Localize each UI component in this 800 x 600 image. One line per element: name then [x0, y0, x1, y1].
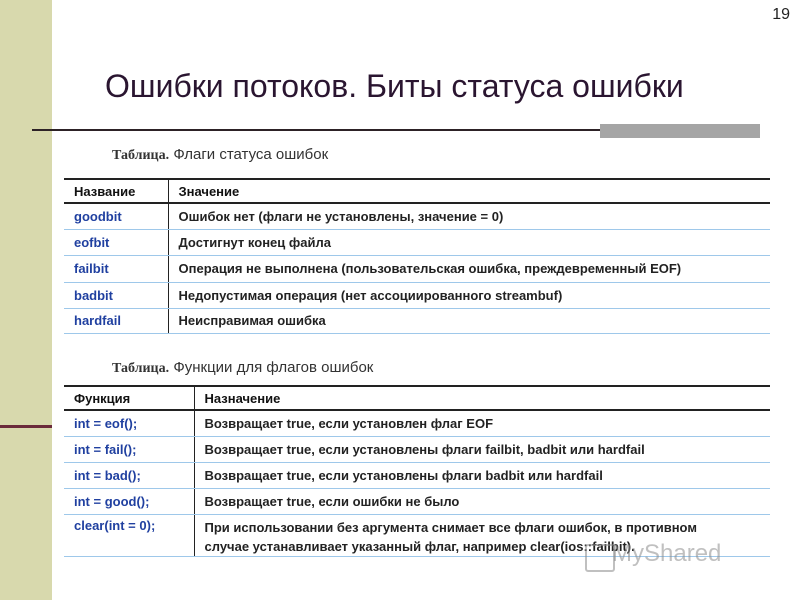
function-signature: int = bad(); [64, 462, 194, 488]
flag-value: Ошибок нет (флаги не установлены, значение = 0) [168, 203, 770, 229]
watermark: MyShared [612, 540, 722, 567]
function-signature: int = fail(); [64, 436, 194, 462]
function-signature: int = eof(); [64, 410, 194, 436]
flag-value: Неисправимая ошибка [168, 308, 770, 333]
flag-name: hardfail [64, 308, 168, 333]
table2-caption-text: Функции для флагов ошибок [173, 359, 374, 376]
function-description-line2: случае устанавливает указанный флаг, например clear(ios::failbit). [204, 538, 635, 554]
table2-header-func: Функция [64, 386, 194, 410]
table1-caption-text: Флаги статуса ошибок [173, 146, 329, 163]
function-signature: clear(int = 0); [64, 514, 194, 556]
table1-caption [112, 146, 328, 164]
table2-header-desc: Назначение [194, 386, 770, 410]
table2-caption-prefix: Таблица. [112, 361, 170, 376]
left-decor-bar [0, 0, 52, 600]
table1-header-value: Значение [168, 179, 770, 203]
flag-value: Недопустимая операция (нет ассоциированного streambuf) [168, 282, 770, 308]
function-description: Возвращает true, если установлен флаг EOF [194, 410, 770, 436]
table-row [64, 462, 770, 488]
table-row [64, 229, 770, 255]
function-signature: int = good(); [64, 488, 194, 514]
flag-name: badbit [64, 282, 168, 308]
flag-name: failbit [64, 255, 168, 282]
flags-table [64, 178, 770, 334]
function-description: Возвращает true, если установлены флаги badbit или hardfail [194, 462, 770, 488]
flag-value: Достигнут конец файла [168, 229, 770, 255]
table1-header-name: Название [64, 179, 168, 203]
table-row [64, 203, 770, 229]
table1-caption-prefix: Таблица. [112, 148, 170, 163]
slide-title: Ошибки потоков. Биты статуса ошибки [105, 68, 684, 104]
flag-name: goodbit [64, 203, 168, 229]
function-description: Возвращает true, если ошибки не было [194, 488, 770, 514]
table-row [64, 282, 770, 308]
flag-name: eofbit [64, 229, 168, 255]
left-decor-line [0, 425, 52, 428]
function-description-line1: При использовании без аргумента снимает все флаги ошибок, в противном [204, 519, 697, 535]
table-row [64, 410, 770, 436]
function-description: Возвращает true, если установлены флаги failbit, badbit или hardfail [194, 436, 770, 462]
table-row [64, 308, 770, 333]
table-row [64, 255, 770, 282]
table-row [64, 488, 770, 514]
flag-value: Операция не выполнена (пользовательская ошибка, преждевременный EOF) [168, 255, 770, 282]
slide-number: 19 [772, 6, 790, 23]
title-accent-block [600, 124, 760, 138]
functions-table [64, 385, 770, 557]
table2-caption [112, 359, 373, 377]
watermark-logo-icon [585, 544, 615, 572]
table-row [64, 436, 770, 462]
